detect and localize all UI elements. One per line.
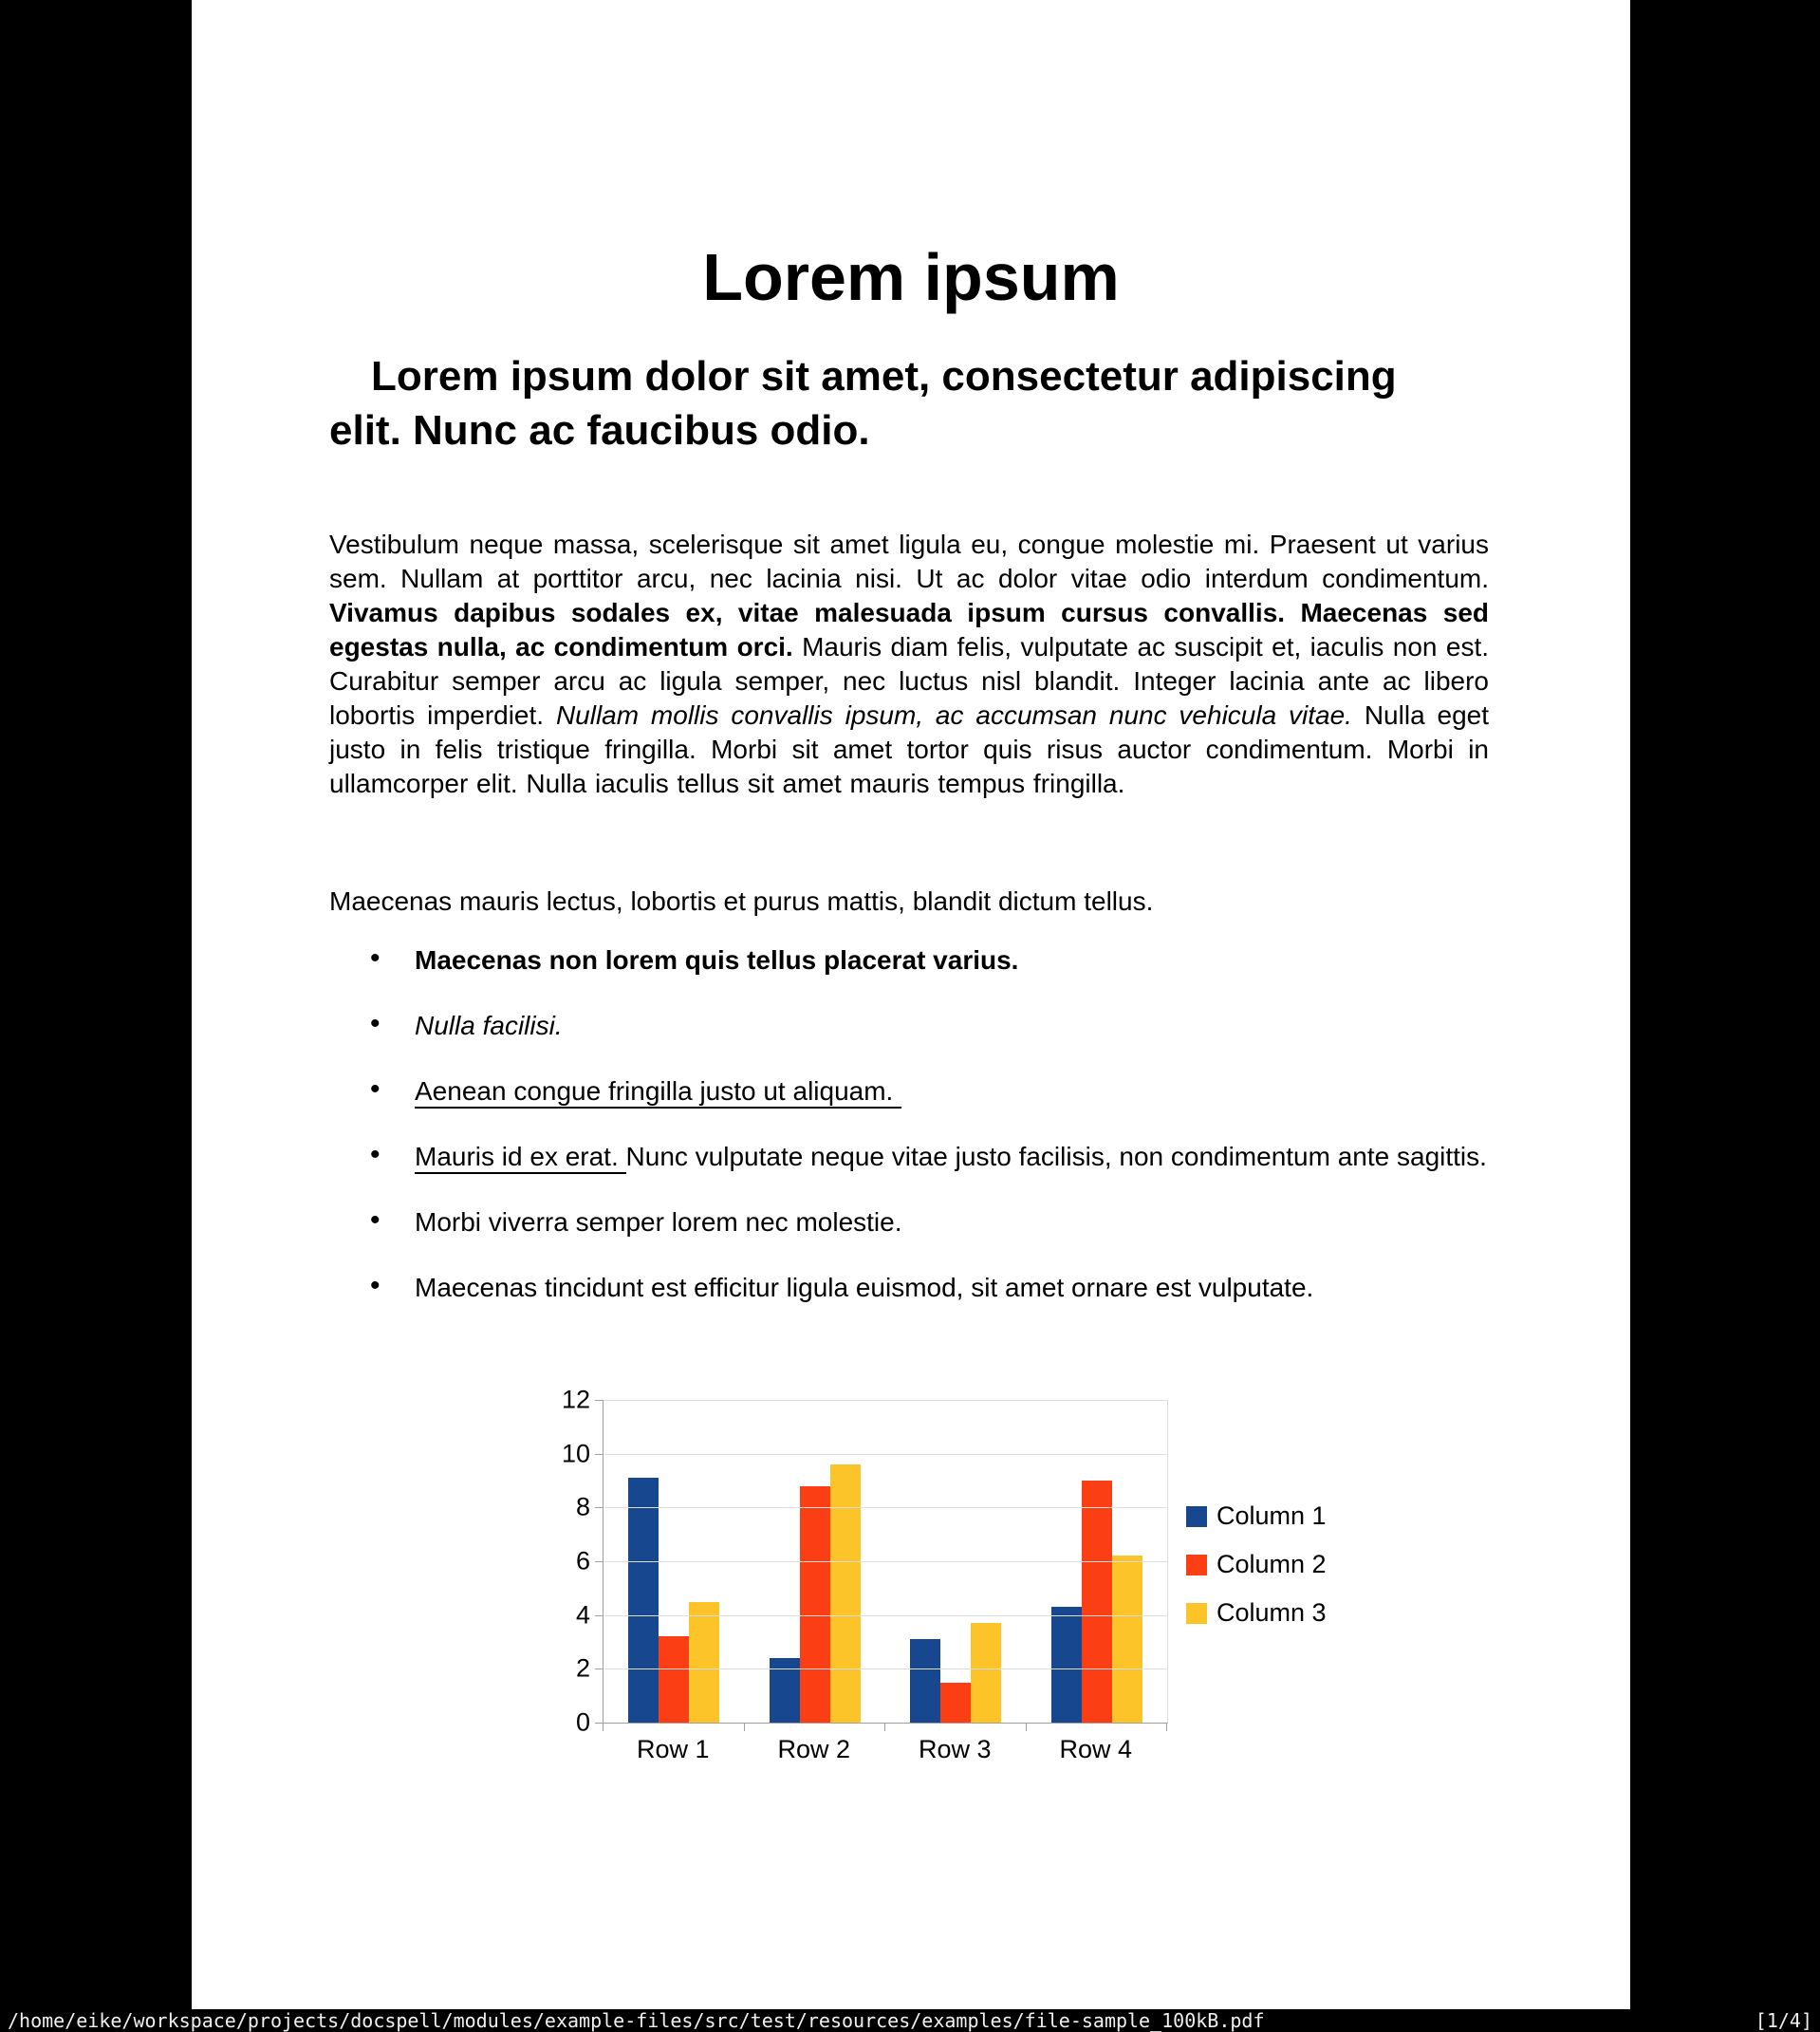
gridline-y-10 bbox=[604, 1454, 1167, 1455]
list-item bbox=[415, 1009, 1574, 1043]
bar-row-3-column-2 bbox=[940, 1683, 971, 1724]
chart-y-axis bbox=[522, 1385, 590, 1737]
bullet-1-text: Maecenas non lorem quis tellus placerat varius. bbox=[415, 945, 1019, 975]
y-tick-mark bbox=[595, 1400, 604, 1401]
x-axis-label-row-4: Row 4 bbox=[1059, 1735, 1133, 1763]
bar-row-2-column-1 bbox=[770, 1658, 800, 1723]
legend-swatch-icon bbox=[1186, 1555, 1207, 1575]
x-tick-mark bbox=[603, 1723, 604, 1731]
legend-label: Column 2 bbox=[1216, 1550, 1327, 1578]
y-tick-mark bbox=[595, 1454, 604, 1455]
y-axis-label-0: 0 bbox=[575, 1707, 590, 1737]
chart-x-axis-labels bbox=[603, 1735, 1166, 1764]
x-tick-mark bbox=[1166, 1723, 1167, 1731]
heading-line-2: elit. Nunc ac faucibus odio. bbox=[329, 407, 870, 454]
chart-plot-area bbox=[603, 1400, 1168, 1724]
bullet-5-text: Morbi viverra semper lorem nec molestie. bbox=[415, 1207, 902, 1237]
y-tick-mark bbox=[595, 1615, 604, 1616]
x-tick-mark bbox=[1026, 1723, 1027, 1731]
y-axis-label-12: 12 bbox=[561, 1385, 590, 1414]
y-tick-mark bbox=[595, 1561, 604, 1562]
y-axis-label-2: 2 bbox=[575, 1653, 590, 1683]
bar-row-1-column-1 bbox=[628, 1478, 659, 1723]
page-indicator: [1/4] bbox=[1755, 2009, 1812, 2032]
bullet-4-text: Nunc vulputate neque vitae justo facilisis, non condimentum ante sagittis. bbox=[625, 1142, 1487, 1171]
document-page[interactable] bbox=[192, 0, 1630, 2009]
y-tick-mark bbox=[595, 1668, 604, 1669]
y-tick-mark bbox=[595, 1507, 604, 1508]
document-heading bbox=[329, 349, 1495, 457]
bar-row-3-column-1 bbox=[910, 1639, 940, 1723]
legend-item-column-1 bbox=[1186, 1501, 1327, 1531]
y-axis-label-6: 6 bbox=[575, 1546, 590, 1575]
legend-item-column-3 bbox=[1186, 1598, 1327, 1628]
file-path: /home/eike/workspace/projects/docspell/modules/example-files/src/test/resources/examples/file-sample_100kB.pdf bbox=[8, 2009, 1265, 2032]
document-title: Lorem ipsum bbox=[702, 240, 1120, 314]
gridline-y-12 bbox=[604, 1400, 1167, 1401]
paragraph-segment-normal-1: Vestibulum neque massa, scelerisque sit amet ligula eu, congue molestie mi. Praesent ut varius sem. Nullam at porttitor arcu, nec lacinia nisi. Ut ac dolor vitae odio interdum condimentum. bbox=[329, 530, 1489, 593]
gridline-y-6 bbox=[604, 1561, 1167, 1562]
x-axis-label-row-3: Row 3 bbox=[918, 1735, 992, 1763]
body-paragraph bbox=[329, 528, 1489, 801]
bullet-4-underlined-text: Mauris id ex erat. bbox=[415, 1142, 626, 1174]
bullet-3-text: Aenean congue fringilla justo ut aliquam. bbox=[415, 1076, 901, 1109]
bar-row-3-column-3 bbox=[971, 1623, 1001, 1723]
bar-row-1-column-3 bbox=[689, 1602, 719, 1724]
x-axis-label-row-2: Row 2 bbox=[777, 1735, 851, 1763]
list-item bbox=[415, 943, 1574, 978]
paragraph-segment-italic: Nullam mollis convallis ipsum, ac accumsan nunc vehicula vitae. bbox=[555, 700, 1365, 730]
x-axis-label-row-1: Row 1 bbox=[636, 1735, 710, 1763]
list-intro-line: Maecenas mauris lectus, lobortis et purus mattis, blandit dictum tellus. bbox=[329, 886, 1154, 916]
legend-label: Column 1 bbox=[1216, 1501, 1327, 1530]
list-item bbox=[415, 1205, 1574, 1240]
list-item bbox=[415, 1271, 1574, 1305]
legend-label: Column 3 bbox=[1216, 1598, 1327, 1627]
legend-item-column-2 bbox=[1186, 1550, 1327, 1579]
x-tick-mark bbox=[744, 1723, 745, 1731]
bar-row-2-column-3 bbox=[830, 1464, 861, 1723]
heading-line-1: Lorem ipsum dolor sit amet, consectetur adipiscing bbox=[371, 353, 1397, 400]
legend-swatch-icon bbox=[1186, 1603, 1207, 1624]
bar-row-2-column-2 bbox=[800, 1486, 830, 1723]
list-item bbox=[415, 1074, 1574, 1109]
bullet-2-text: Nulla facilisi. bbox=[415, 1011, 563, 1040]
bullet-6-text: Maecenas tincidunt est efficitur ligula euismod, sit amet ornare est vulputate. bbox=[415, 1273, 1314, 1302]
chart-legend bbox=[1186, 1501, 1327, 1628]
paragraph-segment-bold: Vivamus dapibus sodales ex, vitae malesuada ipsum cursus convallis. Maecenas sed egestas nulla, ac condimentum orci. bbox=[329, 598, 1489, 662]
gridline-y-2 bbox=[604, 1668, 1167, 1669]
gridline-y-8 bbox=[604, 1507, 1167, 1508]
y-axis-label-10: 10 bbox=[561, 1439, 590, 1468]
paragraph-segment-normal-2: Mauris diam felis, vulputate ac suscipit et, iaculis non est. Curabitur semper arcu ac ligula semper, nec luctus nisl blandit. Integer lacinia ante ac libero lobortis imperdiet. bbox=[329, 632, 1490, 730]
y-axis-label-8: 8 bbox=[575, 1492, 590, 1521]
bar-row-4-column-1 bbox=[1051, 1607, 1082, 1723]
bar-row-1-column-2 bbox=[659, 1636, 689, 1723]
paragraph-segment-normal-3: Nulla eget justo in felis tristique fringilla. Morbi sit amet tortor quis risus auctor condimentum. Morbi in ullamcorper elit. Nulla iaculis tellus sit amet mauris tempus fringilla. bbox=[329, 700, 1489, 798]
legend-swatch-icon bbox=[1186, 1506, 1207, 1527]
list-item bbox=[415, 1140, 1574, 1174]
bar-row-4-column-3 bbox=[1112, 1556, 1142, 1723]
y-axis-label-4: 4 bbox=[575, 1600, 590, 1630]
gridline-y-4 bbox=[604, 1615, 1167, 1616]
x-tick-mark bbox=[884, 1723, 885, 1731]
bullet-list bbox=[329, 943, 1574, 1336]
bar-row-4-column-2 bbox=[1082, 1481, 1112, 1723]
status-bar bbox=[0, 2009, 1820, 2032]
